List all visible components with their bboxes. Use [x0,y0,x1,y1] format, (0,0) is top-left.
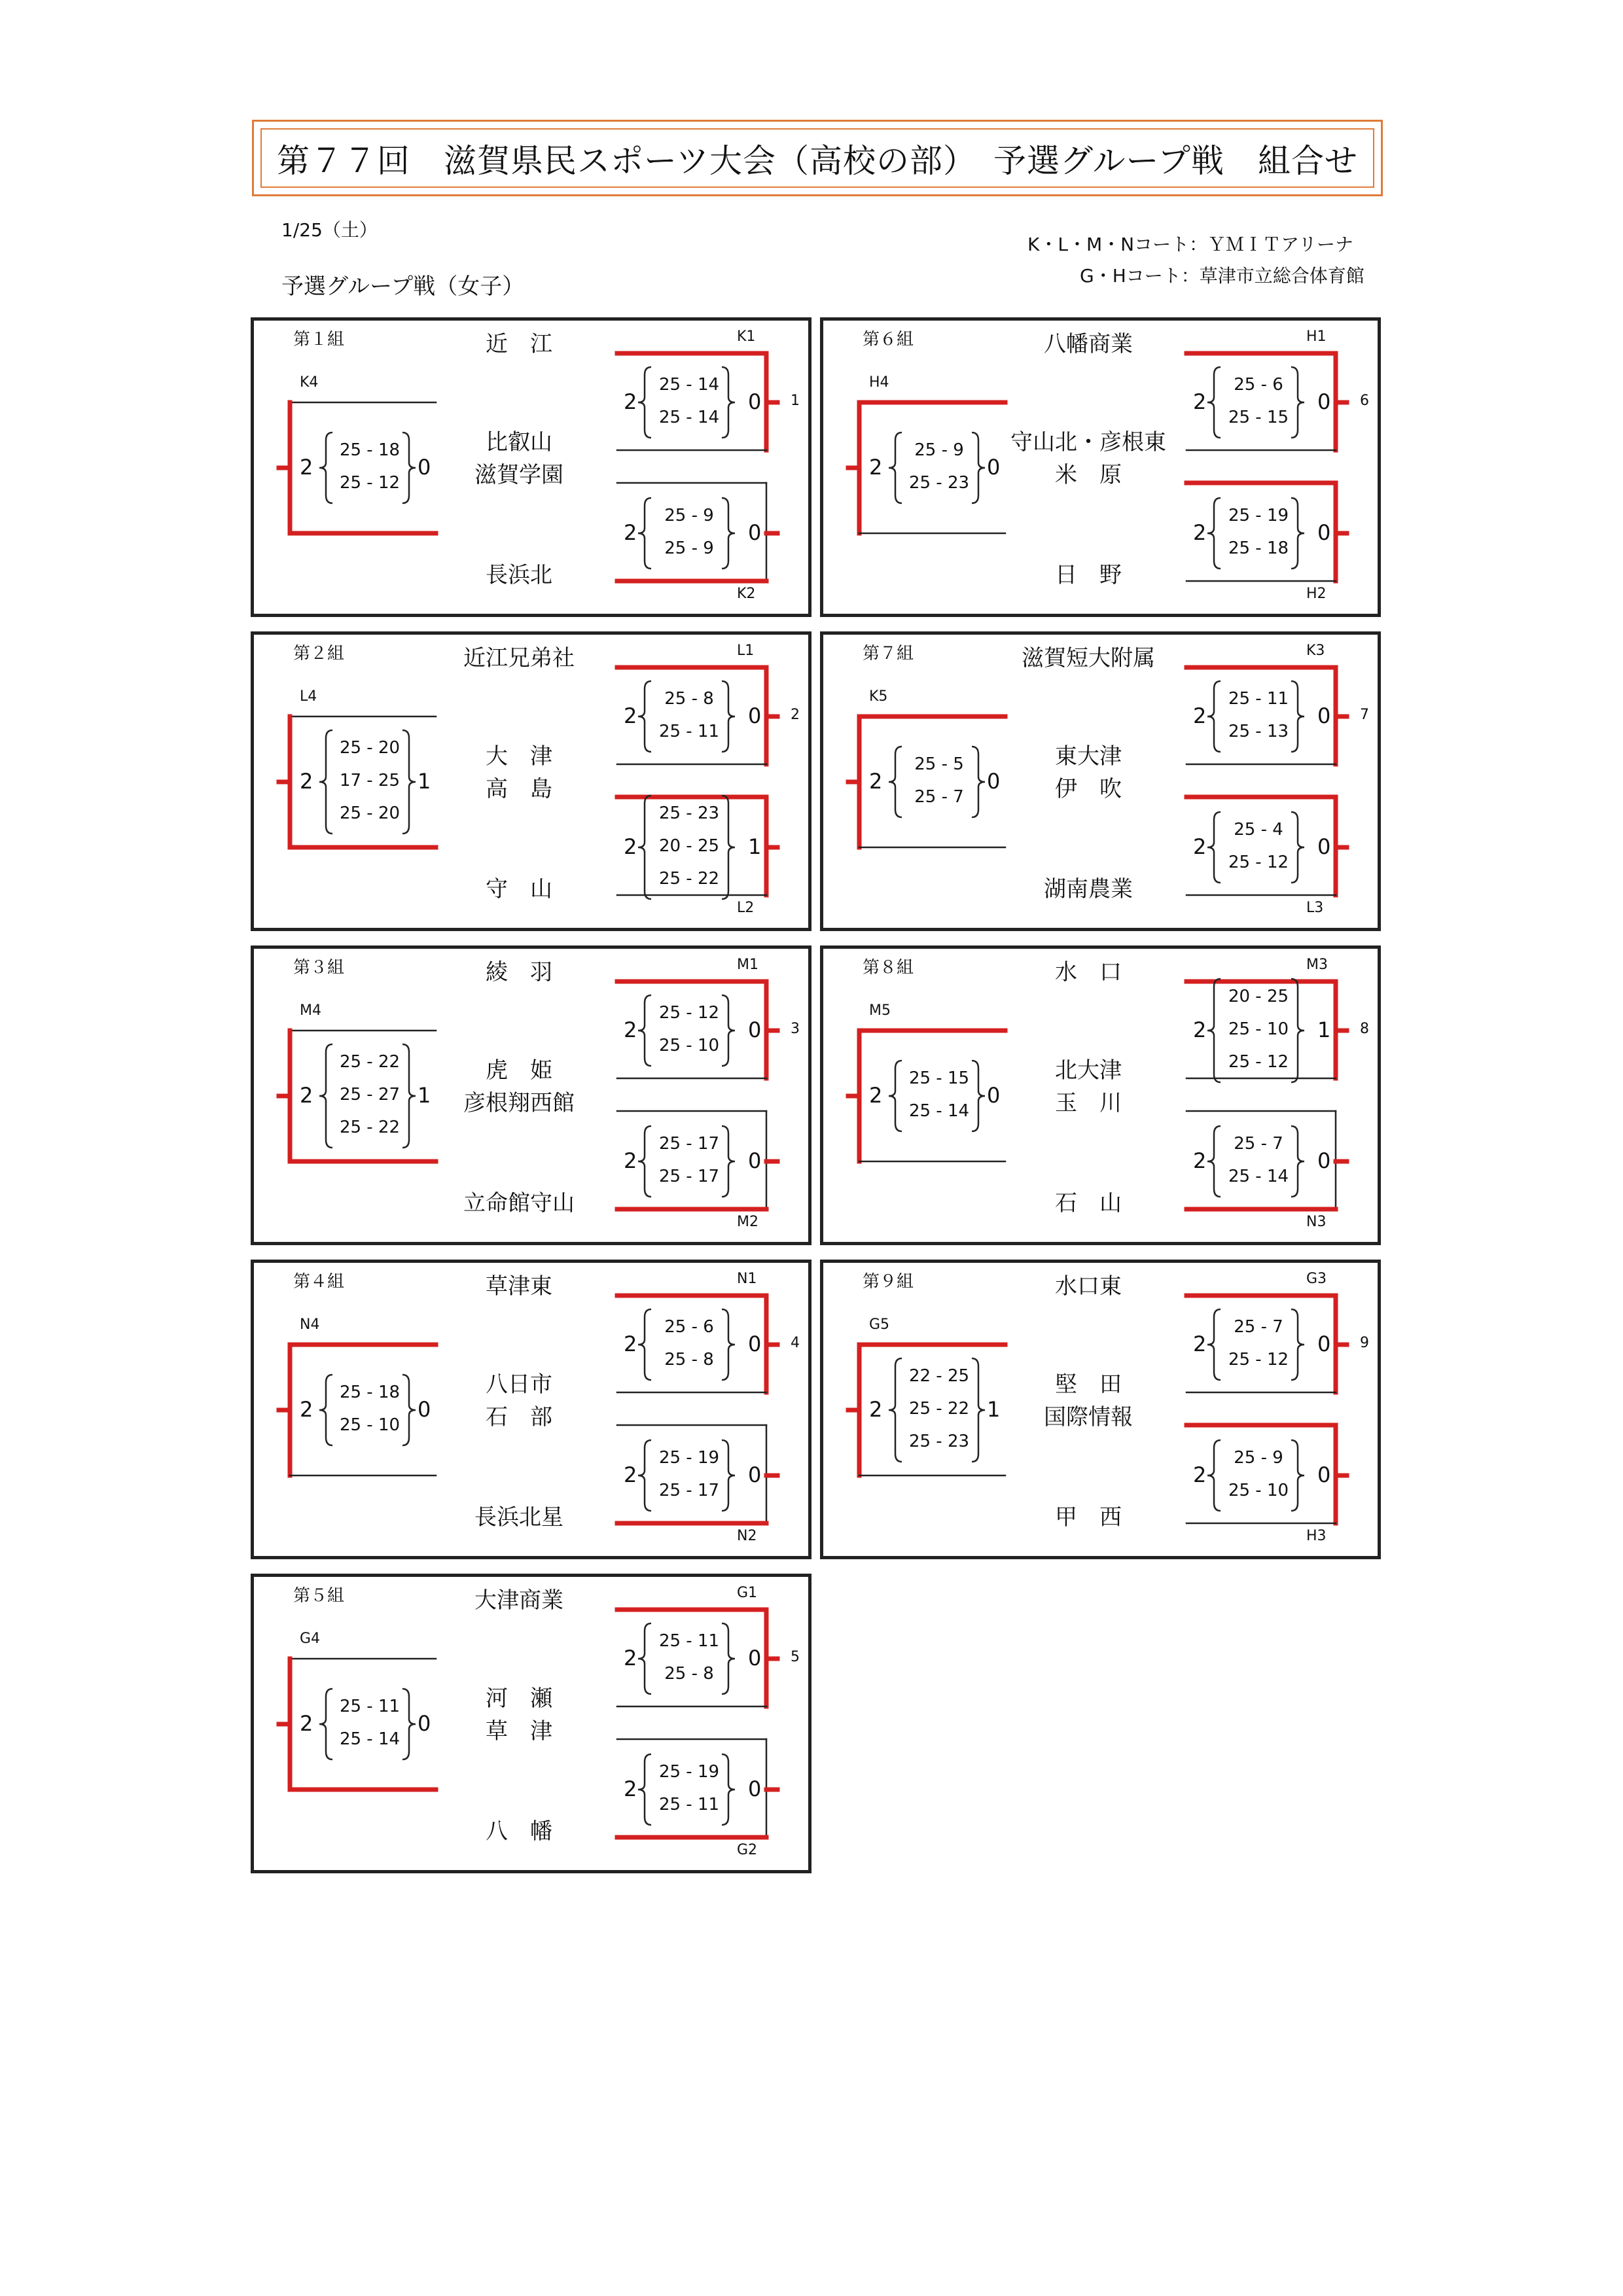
match-code: G5 [869,1316,890,1333]
score-right: 1 [418,1083,431,1108]
brace-left [889,1061,902,1131]
team-name: 石 山 [1055,1190,1122,1216]
group-box [820,1260,1381,1559]
match-code: M2 [737,1214,758,1230]
set-score: 25 - 9 [664,539,714,558]
group-rank: 3 [791,1021,800,1037]
score-right: 0 [748,1332,762,1356]
brace-left [638,1623,651,1694]
set-score: 25 - 27 [339,1085,401,1104]
match-code: G1 [737,1585,758,1601]
score-left: 2 [624,1017,637,1042]
set-score: 25 - 11 [339,1697,401,1716]
score-left: 2 [869,455,883,480]
score-left: 2 [624,1646,637,1670]
set-score: 25 - 23 [658,804,720,823]
brace-left [1207,812,1221,883]
group-box [251,1260,812,1559]
set-score: 25 - 11 [1228,689,1289,709]
group-box [251,945,812,1245]
score-left: 2 [869,1397,883,1422]
team-name: 近江兄弟社 [463,645,575,671]
brace-left [638,1754,651,1825]
group-name: 第１組 [293,330,345,349]
score-right: 0 [987,455,1001,480]
score-left: 2 [1193,1148,1207,1173]
brace-left [638,1440,651,1511]
brace-left [638,796,651,899]
set-score: 17 - 25 [339,771,401,790]
team-name: 水口東 [1055,1273,1122,1299]
group-rank: 2 [791,707,800,723]
match-code: N3 [1306,1214,1327,1230]
set-score: 25 - 7 [1234,1134,1283,1154]
score-right: 0 [748,1017,762,1042]
set-score: 25 - 12 [1228,1052,1289,1072]
score-left: 2 [300,769,313,794]
group-name: 第４組 [293,1272,345,1292]
group-box [251,1574,812,1873]
match-code: N4 [300,1316,320,1333]
set-score: 25 - 14 [339,1729,401,1749]
match-code: K4 [300,374,319,391]
match-code: N2 [737,1528,757,1544]
score-right: 0 [748,703,762,728]
score-left: 2 [624,703,637,728]
team-name: 米 原 [1055,462,1122,488]
page-title: 第７７回 滋賀県民スポーツ大会（高校の部） 予選グループ戦 組合せ [260,128,1374,188]
match-code: H3 [1306,1528,1327,1544]
score-left: 2 [624,389,637,414]
score-left: 2 [624,1332,637,1356]
set-score: 25 - 10 [658,1036,720,1055]
team-name: 高 島 [486,776,552,802]
set-score: 25 - 22 [339,1118,401,1137]
team-name: 長浜北 [486,562,552,588]
venue-gh: G・Hコート：草津市立総合体育館 [1080,265,1364,287]
group-box [251,317,812,617]
brace-left [638,995,651,1066]
team-name: 守山北・彦根東 [1010,429,1166,455]
set-score: 25 - 18 [339,440,401,460]
set-score: 25 - 22 [658,869,720,889]
set-score: 25 - 11 [658,722,720,741]
set-score: 25 - 22 [908,1399,970,1419]
team-name: 草 津 [486,1718,552,1744]
brace-left [889,747,902,817]
team-name: 虎 姫 [486,1057,552,1084]
match-code: L2 [737,900,755,916]
set-score: 25 - 7 [914,787,964,807]
match-code: N1 [737,1271,757,1287]
team-name: 滋賀学園 [474,462,563,488]
group-rank: 8 [1360,1021,1369,1037]
team-name: 綾 羽 [486,959,552,985]
score-right: 0 [748,389,762,414]
set-score: 25 - 11 [658,1795,720,1814]
brace-left [319,433,332,503]
brace-left [638,1309,651,1380]
set-score: 25 - 12 [339,473,401,493]
score-right: 0 [418,455,431,480]
set-score: 25 - 15 [1228,408,1289,427]
group-rank: 1 [791,393,800,409]
venue-klmn: K・L・M・Nコート：ＹＭＩＴアリーナ [1027,234,1353,255]
set-score: 25 - 10 [1228,1481,1289,1500]
match-code: M4 [300,1002,321,1019]
team-name: 日 野 [1055,562,1122,588]
set-score: 25 - 12 [1228,853,1289,872]
match-code: L4 [300,688,317,705]
match-code: K5 [869,688,888,705]
score-left: 2 [869,769,883,794]
match-code: L3 [1306,900,1324,916]
team-name: 彦根翔西館 [463,1090,575,1116]
set-score: 25 - 14 [658,408,720,427]
group-name: 第８組 [863,958,914,978]
team-name: 草津東 [486,1273,552,1299]
score-left: 2 [300,1083,313,1108]
score-left: 2 [1193,1462,1207,1487]
score-right: 0 [1317,389,1331,414]
team-name: 長浜北星 [474,1504,563,1530]
team-name: 玉 川 [1055,1090,1122,1116]
set-score: 25 - 4 [1234,820,1283,839]
team-name: 石 部 [486,1404,552,1430]
brace-left [319,1044,332,1148]
team-name: 東大津 [1055,743,1122,769]
score-left: 2 [1193,520,1207,545]
team-name: 大津商業 [474,1587,563,1614]
match-code: M3 [1306,957,1328,973]
team-name: 水 口 [1055,959,1122,985]
group-rank: 9 [1360,1335,1369,1351]
match-code: H2 [1306,586,1327,602]
match-code: M5 [869,1002,891,1019]
set-score: 25 - 13 [1228,722,1289,741]
score-right: 0 [987,769,1001,794]
team-name: 河 瀬 [486,1686,552,1712]
set-score: 25 - 9 [664,506,714,525]
team-name: 滋賀短大附属 [1022,645,1155,671]
subtitle: 予選グループ戦（女子） [281,274,525,300]
set-score: 25 - 19 [658,1762,720,1782]
set-score: 25 - 6 [664,1317,714,1337]
team-name: 国際情報 [1044,1404,1133,1430]
group-box [820,317,1381,617]
brace-left [889,433,902,503]
set-score: 25 - 8 [664,1350,714,1369]
date-label: 1/25（土） [281,219,378,241]
set-score: 25 - 11 [658,1631,720,1651]
score-left: 2 [869,1083,883,1108]
score-left: 2 [624,1776,637,1801]
brace-left [1207,1126,1221,1197]
brace-left [319,730,332,834]
set-score: 25 - 20 [339,804,401,823]
set-score: 25 - 8 [664,689,714,709]
group-box [251,631,812,931]
team-name: 湖南農業 [1044,876,1133,902]
match-code: G2 [737,1842,758,1858]
score-left: 2 [624,1462,637,1487]
score-left: 2 [624,520,637,545]
score-left: 2 [300,1397,313,1422]
brace-left [638,1126,651,1197]
team-name: 比叡山 [486,429,552,455]
score-right: 1 [987,1397,1001,1422]
set-score: 25 - 23 [908,1432,970,1451]
set-score: 25 - 19 [658,1448,720,1468]
score-right: 1 [1317,1017,1331,1042]
score-left: 2 [1193,703,1207,728]
score-right: 1 [748,834,762,859]
team-name: 八幡商業 [1044,331,1133,357]
brace-left [1207,1440,1221,1511]
match-code: G3 [1306,1271,1327,1287]
score-right: 0 [1317,520,1331,545]
match-code: H4 [869,374,889,391]
match-code: G4 [300,1631,321,1647]
group-name: 第２組 [293,644,345,663]
set-score: 25 - 18 [339,1383,401,1402]
match-code: K2 [737,586,756,602]
set-score: 25 - 18 [1228,539,1289,558]
score-right: 0 [748,1776,762,1801]
group-rank: 6 [1360,393,1369,409]
team-name: 大 津 [486,743,552,769]
match-code: H1 [1306,328,1327,345]
score-left: 2 [624,834,637,859]
set-score: 25 - 12 [1228,1350,1289,1369]
score-right: 0 [748,1646,762,1670]
set-score: 25 - 15 [908,1069,970,1088]
set-score: 25 - 14 [908,1101,970,1121]
team-name: 立命館守山 [463,1190,575,1216]
match-code: M1 [737,957,758,973]
brace-left [1207,367,1221,438]
set-score: 20 - 25 [1228,987,1289,1006]
set-score: 25 - 7 [1234,1317,1283,1337]
group-name: 第９組 [863,1272,914,1292]
score-left: 2 [624,1148,637,1173]
score-right: 0 [418,1397,431,1422]
set-score: 25 - 10 [1228,1019,1289,1039]
match-code: L1 [737,643,755,659]
set-score: 25 - 17 [658,1481,720,1500]
set-score: 25 - 20 [339,738,401,758]
score-left: 2 [1193,389,1207,414]
brace-left [1207,498,1221,569]
brace-left [319,1375,332,1445]
group-box [820,945,1381,1245]
group-name: 第５組 [293,1586,345,1606]
score-right: 0 [748,520,762,545]
group-rank: 7 [1360,707,1369,723]
score-right: 0 [1317,703,1331,728]
set-score: 25 - 19 [1228,506,1289,525]
team-name: 守 山 [486,876,552,902]
group-rank: 5 [791,1649,800,1665]
set-score: 25 - 17 [658,1134,720,1154]
brace-left [1207,979,1221,1082]
set-score: 25 - 14 [1228,1167,1289,1186]
brace-left [638,498,651,569]
score-right: 0 [1317,1148,1331,1173]
group-rank: 4 [791,1335,800,1351]
set-score: 22 - 25 [908,1366,970,1386]
score-right: 0 [987,1083,1001,1108]
set-score: 25 - 9 [1234,1448,1283,1468]
team-name: 八 幡 [486,1818,552,1845]
score-left: 2 [1193,1332,1207,1356]
score-left: 2 [1193,834,1207,859]
brace-left [889,1358,902,1462]
team-name: 八日市 [486,1371,552,1398]
group-name: 第７組 [863,644,914,663]
brace-left [638,681,651,752]
set-score: 25 - 8 [664,1664,714,1684]
team-name: 堅 田 [1055,1371,1122,1398]
brace-left [1207,681,1221,752]
set-score: 25 - 22 [339,1052,401,1072]
score-right: 1 [418,769,431,794]
match-code: K3 [1306,643,1325,659]
set-score: 25 - 17 [658,1167,720,1186]
group-box [820,631,1381,931]
brace-left [319,1689,332,1759]
set-score: 25 - 6 [1234,375,1283,395]
set-score: 25 - 23 [908,473,970,493]
set-score: 20 - 25 [658,836,720,856]
team-name: 伊 吹 [1055,776,1122,802]
team-name: 近 江 [486,331,552,357]
brace-left [1207,1309,1221,1380]
brace-left [638,367,651,438]
score-left: 2 [300,455,313,480]
score-right: 0 [1317,1462,1331,1487]
team-name: 甲 西 [1055,1504,1122,1530]
match-code: K1 [737,328,756,345]
score-right: 0 [1317,834,1331,859]
score-right: 0 [748,1462,762,1487]
set-score: 25 - 12 [658,1003,720,1023]
set-score: 25 - 5 [914,754,964,774]
set-score: 25 - 10 [339,1415,401,1435]
score-left: 2 [1193,1017,1207,1042]
team-name: 北大津 [1055,1057,1122,1084]
score-left: 2 [300,1711,313,1736]
score-right: 0 [748,1148,762,1173]
group-name: 第６組 [863,330,914,349]
set-score: 25 - 14 [658,375,720,395]
title-box [252,120,1383,196]
score-right: 0 [1317,1332,1331,1356]
set-score: 25 - 9 [914,440,964,460]
score-right: 0 [418,1711,431,1736]
group-name: 第３組 [293,958,345,978]
